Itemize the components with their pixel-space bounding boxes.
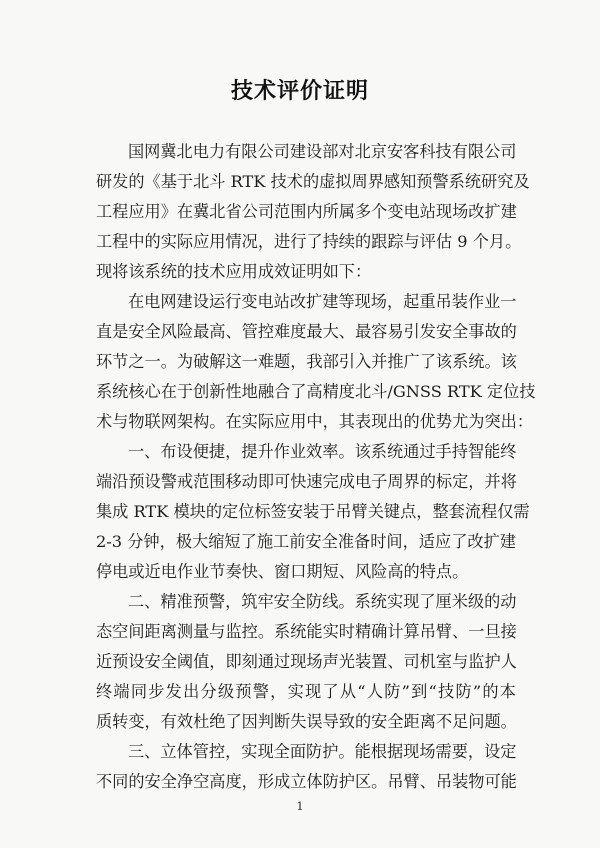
text-line: 系统核心在于创新性地融合了高精度北斗/GNSS RTK 定位技 [96, 382, 536, 401]
document-title: 技术评价证明 [230, 79, 369, 104]
text-line: 质转变，有效杜绝了因判断失误导致的安全距离不足问题。 [96, 712, 517, 731]
text-line: 近预设安全阈值，即刻通过现场声光装置、司机室与监护人 [96, 652, 517, 671]
text-line: 现将该系统的技术应用成效证明如下： [96, 262, 372, 281]
text-line: 端沿预设警戒范围移动即可快速完成电子周界的标定，并将 [96, 472, 517, 491]
text-line: 直是安全风险最高、管控难度最大、最容易引发安全事故的 [96, 322, 517, 341]
text-line: 不同的安全净空高度，形成立体防护区。吊臂、吊装物可能 [96, 772, 517, 791]
text-line: 三、立体管控，实现全面防护。能根据现场需要，设定 [128, 742, 517, 761]
text-line: 态空间距离测量与监控。系统能实时精确计算吊臂、一旦接 [96, 622, 517, 641]
text-line: 停电或近电作业节奏快、窗口期短、风险高的特点。 [96, 562, 469, 581]
text-line: 环节之一。为破解这一难题，我部引入并推广了该系统。该 [96, 352, 517, 371]
text-line: 集成 RTK 模块的定位标签安装于吊臂关键点，整套流程仅需 [96, 502, 530, 521]
text-line: 工程中的实际应用情况，进行了持续的跟踪与评估 9 个月。 [96, 232, 522, 251]
text-line: 术与物联网架构。在实际应用中，其表现出的优势尤为突出： [96, 412, 534, 431]
text-line: 在电网建设运行变电站改扩建等现场，起重吊装作业一 [128, 292, 517, 311]
text-line: 一、布设便捷，提升作业效率。该系统通过手持智能终 [128, 442, 517, 461]
text-line: 终端同步发出分级预警，实现了从“人防”到“技防”的本 [96, 682, 516, 701]
text-line: 工程应用》在冀北省公司范围内所属多个变电站现场改扩建 [96, 202, 517, 221]
text-line: 二、精准预警，筑牢安全防线。系统实现了厘米级的动 [128, 592, 517, 611]
text-line: 研发的《基于北斗 RTK 技术的虚拟周界感知预警系统研究及 [96, 172, 530, 191]
text-line: 国网冀北电力有限公司建设部对北京安客科技有限公司 [128, 142, 517, 161]
text-line: 2-3 分钟，极大缩短了施工前安全准备时间，适应了改扩建 [96, 532, 516, 551]
page-number: 1 [296, 800, 304, 813]
